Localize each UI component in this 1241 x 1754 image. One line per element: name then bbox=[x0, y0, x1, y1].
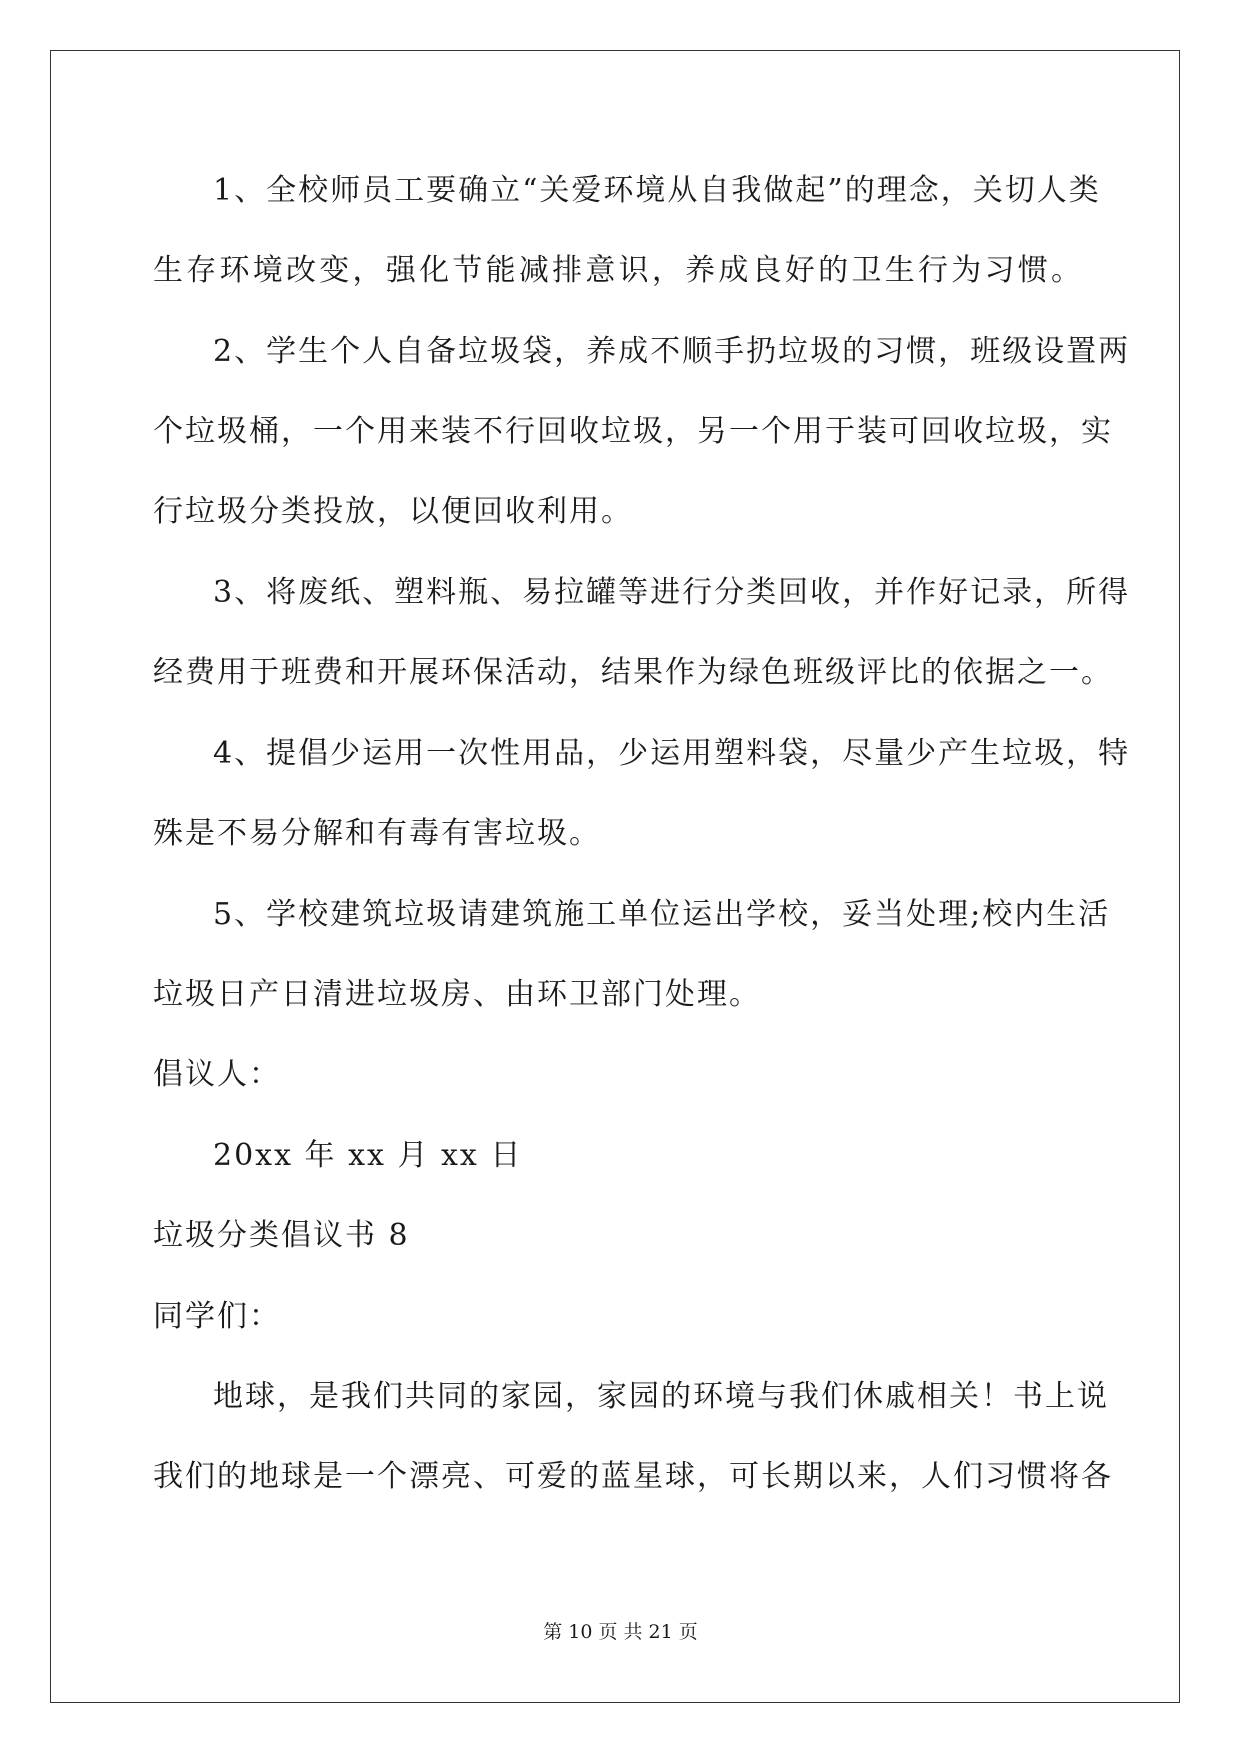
paragraph-4-line-1: 4、提倡少运用一次性用品，少运用塑料袋，尽量少产生垃圾，特 bbox=[213, 736, 1131, 771]
proposer-label: 倡议人： bbox=[153, 1057, 281, 1092]
paragraph-1-line-1: 1、全校师员工要确立“关爱环境从自我做起”的理念，关切人类 bbox=[213, 173, 1101, 208]
page-border bbox=[50, 50, 1180, 1703]
paragraph-5-line-1: 5、学校建筑垃圾请建筑施工单位运出学校，妥当处理;校内生活 bbox=[213, 897, 1111, 932]
paragraph-3-line-2: 经费用于班费和开展环保活动，结果作为绿色班级评比的依据之一。 bbox=[153, 655, 1113, 690]
paragraph-6-line-1: 地球，是我们共同的家园，家园的环境与我们休戚相关！书上说 bbox=[213, 1379, 1109, 1414]
paragraph-1-line-2: 生存环境改变，强化节能减排意识，养成良好的卫生行为习惯。 bbox=[153, 253, 1083, 288]
paragraph-2-line-2: 个垃圾桶，一个用来装不行回收垃圾，另一个用于装可回收垃圾，实 bbox=[153, 414, 1113, 449]
date-line: 20xx 年 xx 月 xx 日 bbox=[213, 1138, 523, 1173]
paragraph-6-line-2: 我们的地球是一个漂亮、可爱的蓝星球，可长期以来，人们习惯将各 bbox=[153, 1459, 1113, 1494]
page-number-footer: 第 10 页 共 21 页 bbox=[543, 1621, 698, 1643]
section-title: 垃圾分类倡议书 8 bbox=[153, 1218, 410, 1253]
paragraph-2-line-1: 2、学生个人自备垃圾袋，养成不顺手扔垃圾的习惯，班级设置两 bbox=[213, 334, 1131, 369]
salutation: 同学们： bbox=[153, 1299, 281, 1334]
paragraph-3-line-1: 3、将废纸、塑料瓶、易拉罐等进行分类回收，并作好记录，所得 bbox=[213, 575, 1131, 610]
paragraph-4-line-2: 殊是不易分解和有毒有害垃圾。 bbox=[153, 816, 601, 851]
paragraph-5-line-2: 垃圾日产日清进垃圾房、由环卫部门处理。 bbox=[153, 977, 761, 1012]
paragraph-2-line-3: 行垃圾分类投放，以便回收利用。 bbox=[153, 494, 633, 529]
